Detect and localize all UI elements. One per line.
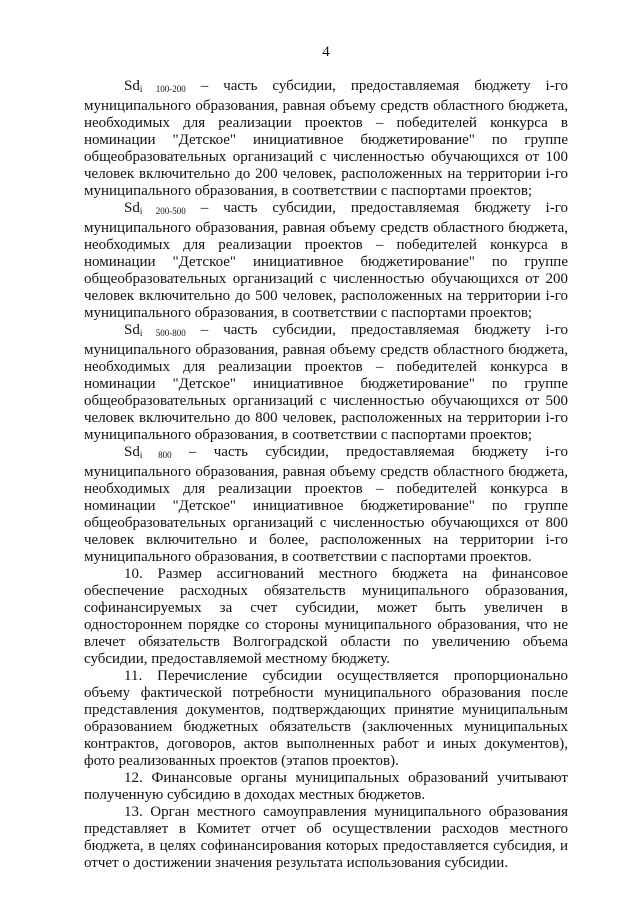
paragraph-sd-500-800 — [84, 322, 568, 444]
paragraph-text: – часть субсидии, предоставляемая бюджету i-го муниципального образования, равная объему средств областного бюджета, необходимых для реализации проектов – победителей конкурса в номинации "Детское" инициативное бюджетирование" по группе общеобразовательных организаций с численностью обучающихся от 800 человек включительно и более, расположенных на территории i-го муниципального образования, в соответствии с паспортами проектов. — [84, 444, 568, 565]
clause-10: 10. Размер ассигнований местного бюджета на финансовое обеспечение расходных обязательств муниципального образования, софинансируемых за счет субсидии, может быть увеличен в одностороннем порядке со стороны муниципального образования, что не влечет обязательств Волгоградской области по увеличению объема субсидии, предоставляемой местному бюджету. — [84, 566, 568, 667]
paragraph-sd-800 — [84, 444, 568, 566]
paragraph-text: – часть субсидии, предоставляемая бюджету i-го муниципального образования, равная объему средств областного бюджета, необходимых для реализации проектов – победителей конкурса в номинации "Детское" инициативное бюджетирование" по группе общеобразовательных организаций с численностью обучающихся от 200 человек включительно до 500 человек, расположенных на территории i-го муниципального образования, в соответствии с паспортами проектов; — [84, 200, 568, 321]
formula-subscript: i 100-200 — [139, 84, 186, 94]
paragraph-sd-200-500 — [84, 200, 568, 322]
paragraph-text: – часть субсидии, предоставляемая бюджету i-го муниципального образования, равная объему средств областного бюджета, необходимых для реализации проектов – победителей конкурса в номинации "Детское" инициативное бюджетирование" по группе общеобразовательных организаций с численностью обучающихся от 100 человек включительно до 200 человек, расположенных на территории i-го муниципального образования, в соответствии с паспортами проектов; — [84, 78, 568, 199]
clause-12: 12. Финансовые органы муниципальных образований учитывают полученную субсидию в доходах местных бюджетов. — [84, 770, 568, 803]
clause-11: 11. Перечисление субсидии осуществляется пропорционально объему фактической потребности муниципального образования после представления документов, подтверждающих принятие муниципальным образованием бюджетных обязательств (заключенных муниципальных контрактов, договоров, актов выполненных работ и иных документов), фото реализованных проектов (этапов проектов). — [84, 668, 568, 769]
formula-subscript: i 800 — [139, 450, 172, 460]
page-number: 4 — [322, 44, 330, 60]
formula-symbol: Sd — [124, 78, 140, 94]
paragraph-text: – часть субсидии, предоставляемая бюджету i-го муниципального образования, равная объему средств областного бюджета, необходимых для реализации проектов – победителей конкурса в номинации "Детское" инициативное бюджетирование" по группе общеобразовательных организаций с численностью обучающихся от 500 человек включительно до 800 человек, расположенных на территории i-го муниципального образования, в соответствии с паспортами проектов; — [84, 322, 568, 443]
formula-subscript: i 200-500 — [139, 206, 186, 216]
formula-subscript: i 500-800 — [139, 328, 186, 338]
paragraph-sd-100-200 — [84, 78, 568, 200]
formula-symbol: Sd — [124, 200, 140, 216]
formula-symbol: Sd — [124, 322, 140, 338]
formula-symbol: Sd — [124, 444, 140, 460]
clause-13: 13. Орган местного самоуправления муниципального образования представляет в Комитет отчет об осуществлении расходов местного бюджета, в целях софинансирования которых предоставляется субсидия, и отчет о достижении значения результата использования субсидии. — [84, 804, 568, 871]
